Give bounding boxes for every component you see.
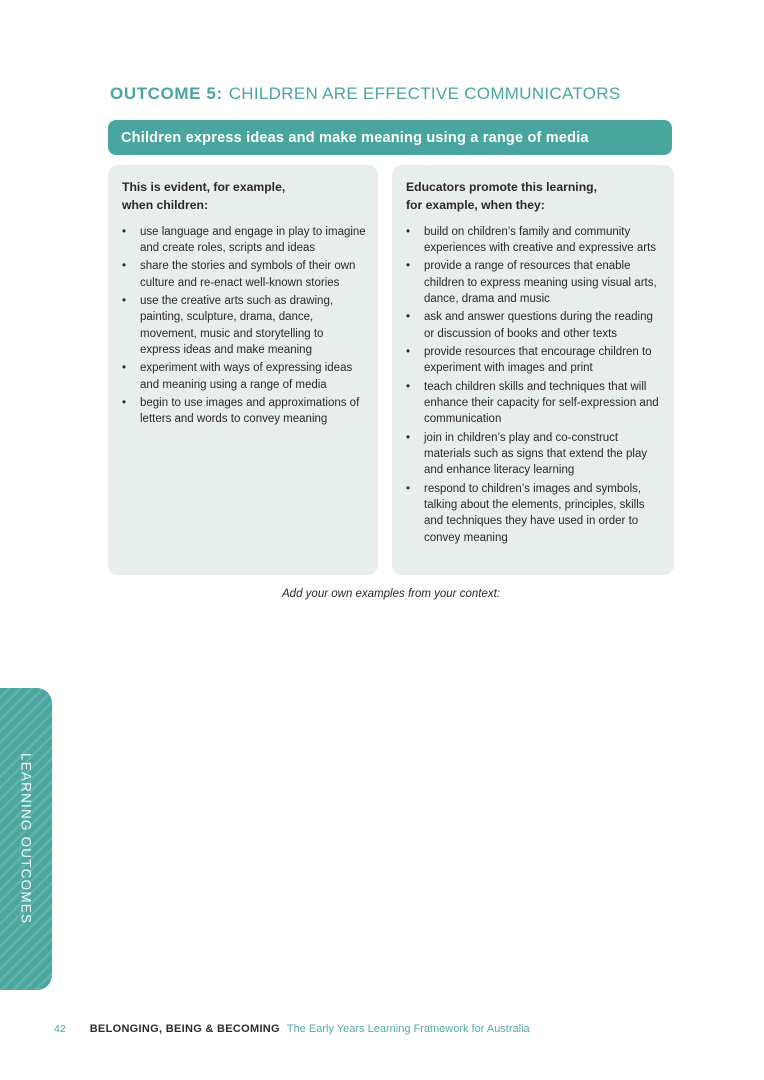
bullet-icon: • xyxy=(406,311,411,324)
learning-outcomes-tab-label: LEARNING OUTCOMES xyxy=(18,753,34,925)
bullet-icon: • xyxy=(122,362,127,375)
bullet-text: provide resources that encourage children to experiment with images and print xyxy=(424,345,652,375)
bullet-text: respond to children’s images and symbols, talking about the elements, principles, skills and techniques they have used in order to convey meaning xyxy=(424,482,645,544)
bullet-icon: • xyxy=(406,431,411,444)
bullet-text: share the stories and symbols of their own culture and re-enact well-known stories xyxy=(140,260,356,289)
educators-heading-line2: for example, when they: xyxy=(406,198,545,213)
bullet-icon: • xyxy=(122,294,127,307)
bullet-icon: • xyxy=(406,345,411,358)
add-examples-note: Add your own examples from your context: xyxy=(282,588,500,600)
list-item xyxy=(122,258,366,291)
bullet-icon: • xyxy=(406,260,411,273)
learning-outcomes-tab xyxy=(0,688,52,990)
list-item xyxy=(122,360,366,393)
bullet-text: teach children skills and techniques that will enhance their capacity for self-expression and communication xyxy=(424,380,659,426)
bullet-text: use the creative arts such as drawing, painting, sculpture, drama, dance, movement, music and storytelling to express ideas and make meaning xyxy=(140,294,334,356)
list-item xyxy=(406,224,662,257)
list-item xyxy=(122,224,366,257)
footer-framework-title: The Early Years Learning Framework for Australia xyxy=(286,1023,530,1035)
bullet-text: experiment with ways of expressing ideas and meaning using a range of media xyxy=(140,362,353,391)
educators-box xyxy=(392,165,674,575)
bullet-icon: • xyxy=(122,225,127,238)
list-item xyxy=(406,258,662,307)
evidence-heading-line1: This is evident, for example, xyxy=(122,180,286,194)
bullet-text: provide a range of resources that enable children to express meaning using visual arts, dance, drama and music xyxy=(424,260,657,305)
bullet-icon: • xyxy=(406,482,411,495)
bullet-icon: • xyxy=(406,380,411,393)
bullet-text: ask and answer questions during the reading or discussion of books and other texts xyxy=(424,311,653,340)
educators-list xyxy=(406,224,662,546)
list-item xyxy=(406,344,662,377)
bullet-text: build on children’s family and community experiences with creative and expressive arts xyxy=(424,225,657,254)
bullet-icon: • xyxy=(406,225,411,238)
list-item xyxy=(406,379,662,428)
bullet-icon: • xyxy=(122,260,127,273)
outcome-title: CHILDREN ARE EFFECTIVE COMMUNICATORS xyxy=(228,84,621,103)
list-item xyxy=(406,481,662,546)
educators-heading-line1: Educators promote this learning, xyxy=(406,180,597,194)
bullet-text: use language and engage in play to imagine and create roles, scripts and ideas xyxy=(140,225,366,254)
evidence-box xyxy=(108,165,378,575)
page-title xyxy=(110,84,621,104)
outcome-number: OUTCOME 5: xyxy=(110,84,223,103)
evidence-heading-line2: when children: xyxy=(122,198,208,213)
list-item xyxy=(406,430,662,479)
bullet-text: join in children’s play and co-construct materials such as signs that extend the play and enhance literacy learning xyxy=(424,431,648,477)
footer-book-title: BELONGING, BEING & BECOMING xyxy=(89,1023,280,1035)
bullet-text: begin to use images and approximations of letters and words to convey meaning xyxy=(140,396,360,426)
educators-heading xyxy=(406,178,662,215)
list-item xyxy=(122,293,366,358)
evidence-list xyxy=(122,224,366,428)
page-number: 42 xyxy=(54,1023,66,1035)
list-item xyxy=(122,395,366,428)
banner-text: Children express ideas and make meaning using a range of media xyxy=(121,129,589,146)
bullet-icon: • xyxy=(122,396,127,409)
page-footer xyxy=(54,1023,530,1035)
list-item xyxy=(406,309,662,342)
evidence-heading xyxy=(122,178,366,215)
outcome-banner xyxy=(108,120,672,155)
